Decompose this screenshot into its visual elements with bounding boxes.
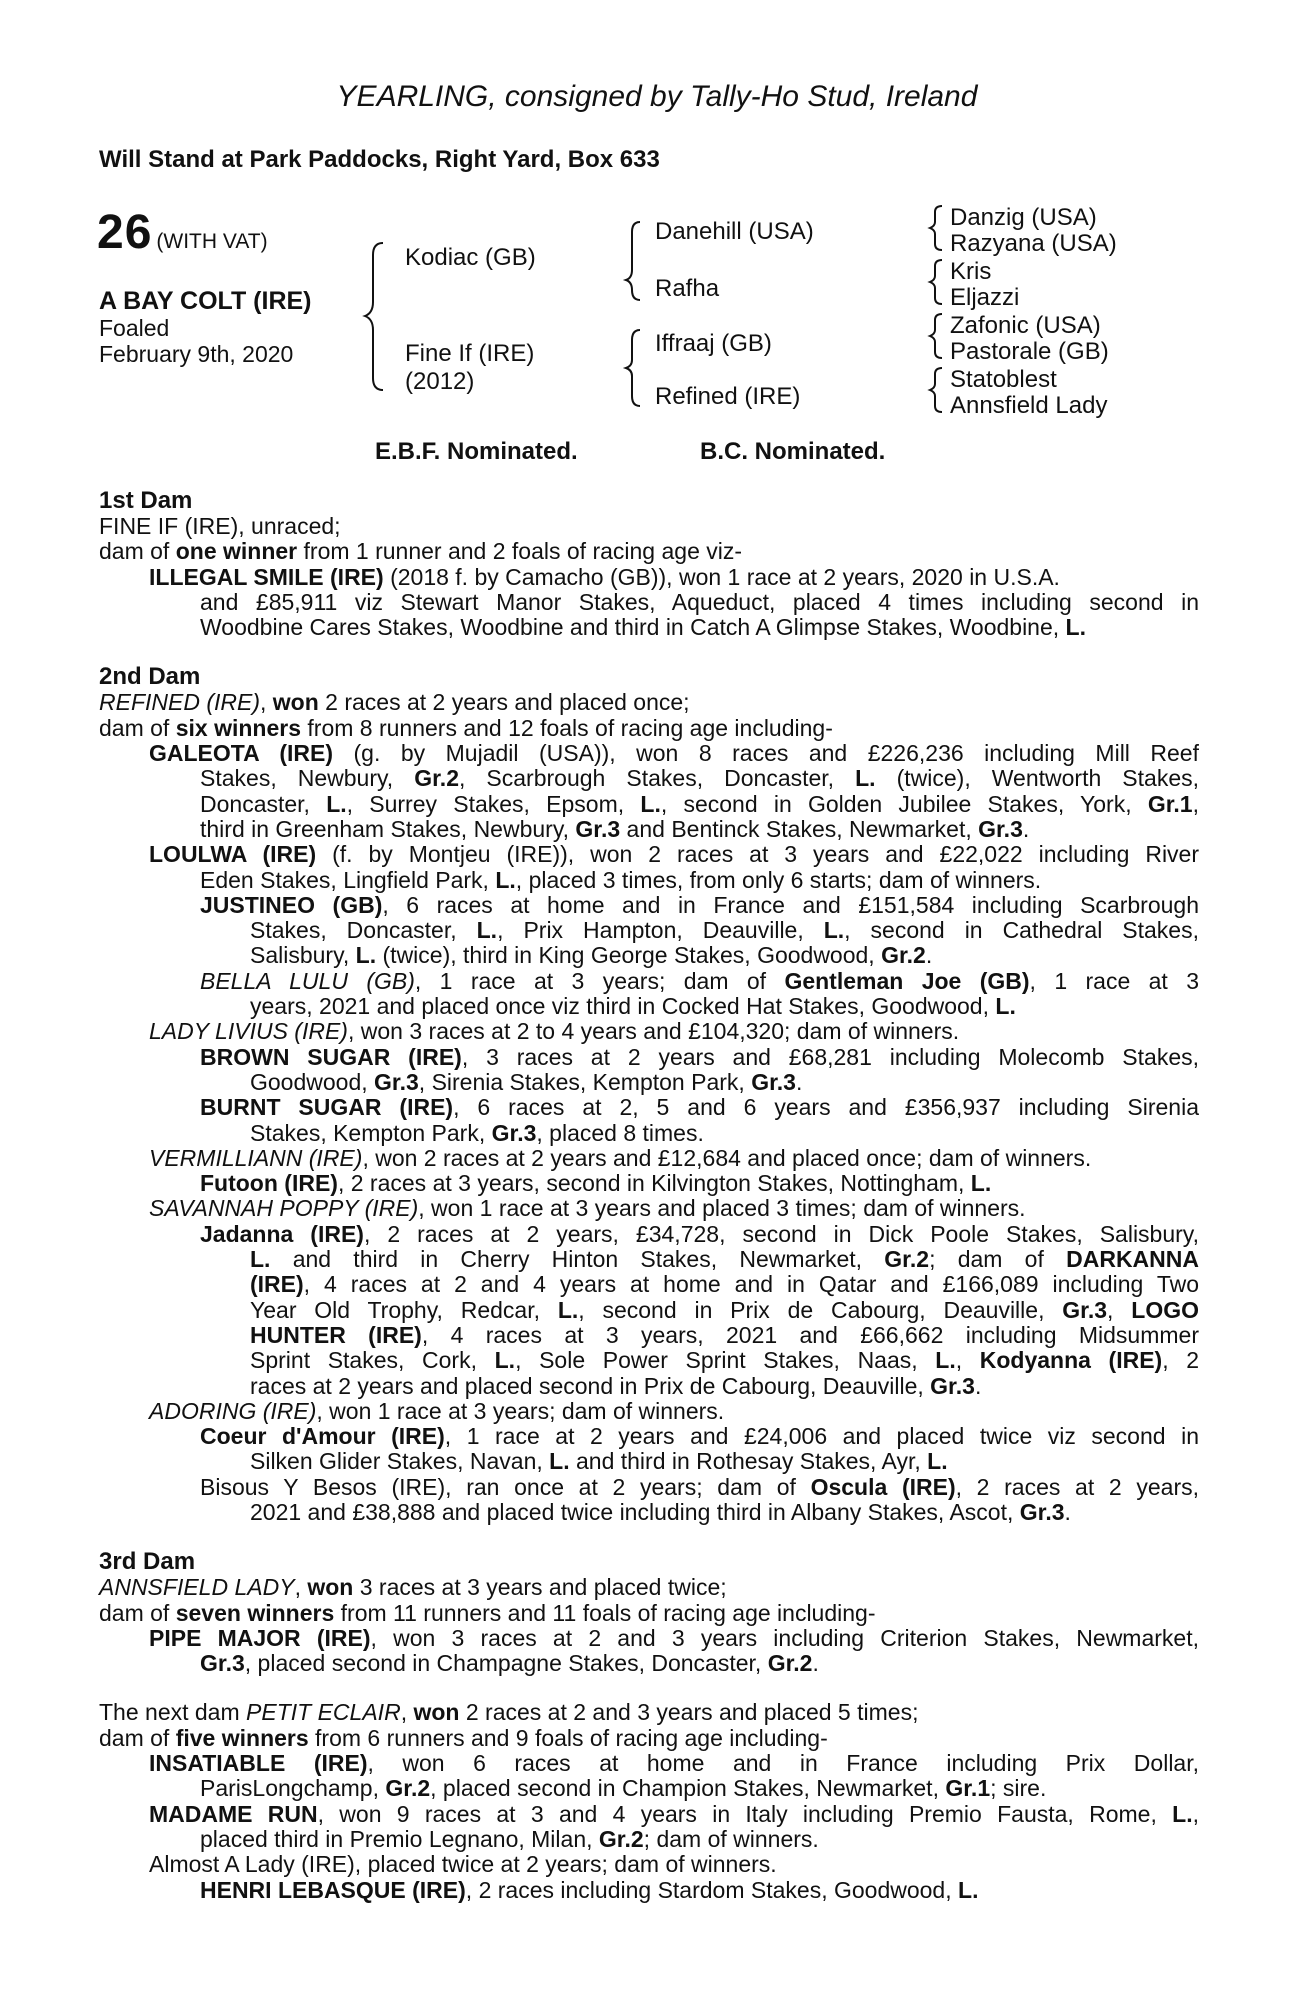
text-run: Almost A Lady (IRE), placed twice at 2 years; dam of winners. bbox=[149, 1851, 777, 1878]
bold-text: BROWN SUGAR (IRE) bbox=[200, 1044, 462, 1070]
text-line bbox=[99, 1424, 1199, 1449]
text-line bbox=[99, 716, 1199, 741]
text-run: (twice), third in King George Stakes, Goodwood, bbox=[376, 942, 882, 969]
bold-text: L. bbox=[476, 918, 498, 944]
italic-text: ADORING (IRE) bbox=[149, 1397, 317, 1424]
text-line bbox=[99, 1348, 1199, 1373]
bold-text: Gr.3 bbox=[200, 1650, 245, 1677]
bold-text: HENRI LEBASQUE (IRE) bbox=[200, 1876, 466, 1903]
bold-text: L. bbox=[927, 1448, 948, 1475]
text-run: from 6 runners and 9 foals of racing age including- bbox=[308, 1724, 828, 1751]
text-run: Silken Glider Stakes, Navan, bbox=[250, 1448, 550, 1475]
text-line bbox=[99, 1700, 1199, 1725]
text-run: Stakes, Newbury, bbox=[200, 766, 415, 792]
bold-text: DARKANNA bbox=[1066, 1247, 1199, 1273]
text-line bbox=[99, 1298, 1199, 1323]
section-gap bbox=[99, 1525, 1199, 1549]
text-run: 2 races at 2 and 3 years and placed 5 times; bbox=[459, 1699, 919, 1726]
bold-text: Gr.2 bbox=[881, 942, 926, 969]
text-line bbox=[99, 565, 1199, 590]
text-line bbox=[99, 1272, 1199, 1297]
text-run: , bbox=[1192, 791, 1199, 817]
text-run: from 8 runners and 12 foals of racing age including- bbox=[301, 714, 833, 741]
text-run: , second in Prix de Cabourg, Deauville, bbox=[578, 1297, 1063, 1323]
bold-text: Gr.2 bbox=[598, 1825, 644, 1852]
text-run: , bbox=[260, 689, 273, 716]
bold-text: Gr.3 bbox=[751, 1068, 796, 1095]
granddam-3: Pastorale (GB) bbox=[950, 338, 1109, 365]
text-run: dam of bbox=[99, 538, 176, 565]
text-run: third in Greenham Stakes, Newbury, bbox=[200, 815, 576, 842]
text-line bbox=[99, 1323, 1199, 1348]
text-line bbox=[99, 1095, 1199, 1120]
text-run: , bbox=[400, 1699, 414, 1726]
text-line bbox=[99, 1626, 1199, 1651]
text-line bbox=[99, 1374, 1199, 1399]
text-run: dam of bbox=[99, 1599, 176, 1626]
dam-section bbox=[99, 1549, 1199, 1676]
text-run: , 4 races at 3 years, 2021 and £66,662 including Midsummer bbox=[421, 1322, 1199, 1348]
section-title: 1st Dam bbox=[99, 487, 193, 514]
text-line bbox=[99, 1475, 1199, 1500]
stand-location: Will Stand at Park Paddocks, Right Yard, Box 633 bbox=[99, 146, 660, 173]
text-run: , 1 race at 3 bbox=[1029, 968, 1199, 994]
text-run: , 3 races at 2 years and £68,281 including Molecomb Stakes, bbox=[461, 1044, 1199, 1070]
granddam-4: Annsfield Lady bbox=[950, 392, 1108, 419]
bold-text: L. bbox=[557, 1297, 579, 1323]
text-line bbox=[99, 943, 1199, 968]
bold-text: L. bbox=[823, 918, 845, 944]
text-run: , bbox=[955, 1348, 980, 1374]
bold-text: L. bbox=[640, 791, 661, 817]
bold-text: Gr.3 bbox=[575, 815, 621, 842]
text-line bbox=[99, 893, 1199, 918]
text-line bbox=[99, 1121, 1199, 1146]
bold-text: one winner bbox=[175, 538, 298, 565]
bold-text: L. bbox=[970, 1170, 992, 1197]
pedigree-brace-g3 bbox=[930, 314, 942, 358]
bold-text: LOGO bbox=[1131, 1297, 1199, 1323]
bold-text: L. bbox=[494, 1348, 516, 1374]
text-run: , bbox=[294, 1574, 308, 1601]
bold-text: GALEOTA (IRE) bbox=[149, 741, 334, 767]
text-run: 2021 and £38,888 and placed twice including third in Albany Stakes, Ascot, bbox=[250, 1498, 1020, 1525]
bold-text: Coeur d'Amour (IRE) bbox=[200, 1424, 445, 1450]
bold-text: Gr.2 bbox=[767, 1650, 813, 1677]
bold-text: Futoon (IRE) bbox=[200, 1170, 338, 1197]
section-title: 3rd Dam bbox=[99, 1548, 196, 1576]
sire-dam-name: Rafha bbox=[655, 275, 720, 302]
text-run: , bbox=[1107, 1297, 1132, 1323]
text-run: ; dam of winners. bbox=[643, 1825, 819, 1852]
text-run: and third in Rothesay Stakes, Ayr, bbox=[569, 1448, 928, 1475]
text-line bbox=[99, 1776, 1199, 1801]
dam-section bbox=[99, 664, 1199, 1525]
bc-nomination: B.C. Nominated. bbox=[700, 438, 886, 465]
granddam-1: Razyana (USA) bbox=[950, 230, 1117, 257]
text-run: , placed second in Champagne Stakes, Doncaster, bbox=[244, 1650, 768, 1677]
text-run: Woodbine Cares Stakes, Woodbine and third in Catch A Glimpse Stakes, Woodbine, bbox=[200, 614, 1066, 641]
text-run: 3 races at 3 years and placed twice; bbox=[353, 1574, 727, 1601]
text-run: , 6 races at 2, 5 and 6 years and £356,937 including Sirenia bbox=[453, 1095, 1199, 1121]
text-run: , Scarbrough Stakes, Doncaster, bbox=[459, 766, 856, 792]
bold-text: L. bbox=[326, 791, 347, 817]
dam-section bbox=[99, 1700, 1199, 1902]
text-run: Bisous Y Besos (IRE), ran once at 2 years; dam of bbox=[200, 1474, 811, 1500]
text-line bbox=[99, 539, 1199, 564]
bold-text: L. bbox=[549, 1448, 570, 1475]
bold-text: L. bbox=[935, 1348, 956, 1374]
text-line bbox=[99, 1852, 1199, 1877]
text-run: Sprint Stakes, Cork, bbox=[250, 1348, 495, 1374]
bold-text: L. bbox=[355, 942, 377, 969]
bold-text: L. bbox=[1172, 1801, 1193, 1827]
text-run: , 2 races at 2 years, bbox=[955, 1474, 1199, 1500]
text-line bbox=[99, 1575, 1199, 1600]
text-line bbox=[99, 1247, 1199, 1272]
text-line bbox=[99, 1449, 1199, 1474]
granddam-2: Eljazzi bbox=[950, 284, 1020, 311]
text-run: Stakes, Doncaster, bbox=[250, 918, 477, 944]
text-run: from 11 runners and 11 foals of racing age including- bbox=[334, 1599, 876, 1626]
text-run: , 1 race at 2 years and £24,006 and placed twice viz second in bbox=[444, 1424, 1199, 1450]
bold-text: L. bbox=[495, 866, 516, 893]
text-run: and £85,911 viz Stewart Manor Stakes, Aqueduct, placed 4 times including second in bbox=[200, 589, 1199, 615]
text-line bbox=[99, 1751, 1199, 1776]
text-run: , placed second in Champion Stakes, Newmarket, bbox=[430, 1775, 946, 1802]
bold-text: (IRE) bbox=[250, 1272, 304, 1298]
text-run: , won 6 races at home and in France including Prix Dollar, bbox=[367, 1751, 1199, 1777]
text-line bbox=[99, 1651, 1199, 1676]
text-run: , won 3 races at 2 and 3 years including Criterion Stakes, Newmarket, bbox=[370, 1625, 1199, 1651]
text-run: (g. by Mujadil (USA)), won 8 races and £226,236 including Mill Reef bbox=[333, 741, 1199, 767]
grandsire-1: Danzig (USA) bbox=[950, 204, 1097, 231]
bold-text: L. bbox=[1065, 614, 1086, 641]
text-run: , placed 8 times. bbox=[536, 1119, 704, 1146]
bold-text: L. bbox=[250, 1247, 271, 1273]
bold-text: Gr.3 bbox=[1062, 1297, 1108, 1323]
text-run: , Sirenia Stakes, Kempton Park, bbox=[418, 1068, 752, 1095]
text-run: , placed 3 times, from only 6 starts; dam of winners. bbox=[515, 866, 1042, 893]
text-run: , 2 races including Stardom Stakes, Goodwood, bbox=[465, 1876, 959, 1903]
bold-text: Gr.2 bbox=[414, 766, 459, 792]
bold-text: MADAME RUN bbox=[149, 1801, 318, 1827]
italic-text: BELLA LULU (GB) bbox=[200, 968, 415, 994]
bold-text: L. bbox=[958, 1876, 979, 1903]
bold-text: HUNTER (IRE) bbox=[250, 1322, 422, 1348]
bold-text: Gr.1 bbox=[1147, 791, 1193, 817]
section-title: 2nd Dam bbox=[99, 663, 201, 691]
text-run: ; dam of bbox=[929, 1247, 1067, 1273]
bold-text: Gr.2 bbox=[385, 1775, 431, 1802]
text-line bbox=[99, 766, 1199, 791]
text-run: Year Old Trophy, Redcar, bbox=[250, 1297, 558, 1323]
pedigree-brace-sire bbox=[626, 222, 640, 300]
text-run: Goodwood, bbox=[250, 1068, 375, 1095]
text-line bbox=[99, 868, 1199, 893]
text-line bbox=[99, 1222, 1199, 1247]
text-run: , bbox=[1192, 1801, 1199, 1827]
text-run: . bbox=[795, 1068, 803, 1095]
text-line bbox=[99, 514, 1199, 539]
text-run: , 2 bbox=[1162, 1348, 1199, 1374]
bold-text: won bbox=[307, 1574, 354, 1601]
text-line bbox=[99, 741, 1199, 766]
bold-text: PIPE MAJOR (IRE) bbox=[149, 1625, 371, 1651]
text-run: , 1 race at 3 years; dam of bbox=[414, 968, 785, 994]
text-line bbox=[99, 969, 1199, 994]
bold-text: seven winners bbox=[175, 1599, 335, 1626]
text-run: Doncaster, bbox=[200, 791, 327, 817]
text-line bbox=[99, 1019, 1199, 1044]
text-line bbox=[99, 842, 1199, 867]
text-run: and third in Cherry Hinton Stakes, Newmarket, bbox=[270, 1247, 885, 1273]
italic-text: VERMILLIANN (IRE) bbox=[149, 1144, 363, 1171]
bold-text: Gr.2 bbox=[884, 1247, 930, 1273]
text-line bbox=[99, 1500, 1199, 1525]
italic-text: LADY LIVIUS (IRE) bbox=[149, 1018, 348, 1045]
italic-text: ANNSFIELD LADY bbox=[99, 1574, 295, 1601]
page-title: YEARLING, consigned by Tally-Ho Stud, Ireland bbox=[336, 80, 978, 113]
lot-number: 26 bbox=[97, 206, 153, 259]
bold-text: Jadanna (IRE) bbox=[200, 1221, 364, 1247]
dam-year: (2012) bbox=[405, 368, 475, 395]
catalogue-body bbox=[99, 488, 1199, 1903]
text-line bbox=[99, 1827, 1199, 1852]
text-run: Salisbury, bbox=[250, 942, 356, 969]
text-run: , second in Golden Jubilee Stakes, York, bbox=[660, 791, 1148, 817]
bold-text: INSATIABLE (IRE) bbox=[149, 1751, 368, 1777]
vat-note: (WITH VAT) bbox=[156, 230, 268, 253]
foaled-label: Foaled bbox=[99, 315, 170, 341]
text-run: . bbox=[1022, 815, 1030, 842]
text-line bbox=[99, 1070, 1199, 1095]
grandsire-3: Zafonic (USA) bbox=[950, 312, 1101, 339]
pedigree-brace-g1 bbox=[930, 206, 942, 250]
text-line bbox=[99, 615, 1199, 640]
text-run: , Surrey Stakes, Epsom, bbox=[346, 791, 641, 817]
text-run: . bbox=[812, 1650, 819, 1677]
text-run: , Sole Power Sprint Stakes, Naas, bbox=[515, 1348, 936, 1374]
text-run: . bbox=[925, 942, 933, 969]
pedigree-brace-main bbox=[365, 243, 383, 390]
italic-text: SAVANNAH POPPY (IRE) bbox=[149, 1195, 419, 1222]
bold-text: won bbox=[413, 1699, 460, 1726]
italic-text: PETIT ECLAIR bbox=[246, 1699, 401, 1726]
bold-text: six winners bbox=[175, 714, 301, 741]
text-line bbox=[99, 1196, 1199, 1221]
text-line bbox=[99, 817, 1199, 842]
text-run: , second in Cathedral Stakes, bbox=[844, 918, 1199, 944]
text-run: , won 9 races at 3 and 4 years in Italy including Premio Fausta, Rome, bbox=[317, 1801, 1173, 1827]
text-line bbox=[99, 1726, 1199, 1751]
text-run: , won 2 races at 2 years and £12,684 and placed once; dam of winners. bbox=[362, 1144, 1092, 1171]
pedigree-brace-g4 bbox=[930, 368, 942, 412]
text-run: , 2 races at 3 years, second in Kilvington Stakes, Nottingham, bbox=[337, 1170, 971, 1197]
text-line bbox=[99, 1802, 1199, 1827]
text-line bbox=[99, 918, 1199, 943]
bold-text: L. bbox=[995, 993, 1016, 1020]
text-line bbox=[99, 1045, 1199, 1070]
text-run: , 6 races at home and in France and £151,584 including Scarbrough bbox=[382, 892, 1199, 918]
bold-text: Kodyanna (IRE) bbox=[979, 1348, 1163, 1374]
text-run: . bbox=[974, 1372, 982, 1399]
italic-text: REFINED (IRE) bbox=[99, 689, 260, 716]
pedigree-brace-g2 bbox=[930, 260, 942, 304]
text-run: , 2 races at 2 years, £34,728, second in Dick Poole Stakes, Salisbury, bbox=[363, 1221, 1199, 1247]
dam-name: Fine If (IRE) bbox=[405, 340, 535, 367]
text-line bbox=[99, 690, 1199, 715]
text-run: , Prix Hampton, Deauville, bbox=[497, 918, 824, 944]
text-line bbox=[99, 1399, 1199, 1424]
bold-text: Oscula (IRE) bbox=[810, 1474, 956, 1500]
pedigree-brace-dam bbox=[626, 330, 640, 406]
bold-text: LOULWA (IRE) bbox=[149, 842, 317, 868]
text-line bbox=[99, 792, 1199, 817]
text-run: (2018 f. by Camacho (GB)), won 1 race at 2 years, 2020 in U.S.A. bbox=[383, 563, 1060, 590]
text-line bbox=[99, 1878, 1199, 1903]
bold-text: Gr.1 bbox=[945, 1775, 991, 1802]
bold-text: Gr.3 bbox=[374, 1068, 419, 1095]
dam-sire-name: Iffraaj (GB) bbox=[655, 330, 772, 357]
foaled-date: February 9th, 2020 bbox=[99, 341, 294, 367]
text-run: 2 races at 2 years and placed once; bbox=[318, 689, 690, 716]
dam-dam-name: Refined (IRE) bbox=[655, 383, 801, 410]
sire-name: Kodiac (GB) bbox=[405, 244, 536, 271]
bold-text: Gr.3 bbox=[491, 1119, 537, 1146]
text-run: (twice), Wentworth Stakes, bbox=[875, 766, 1199, 792]
text-run: dam of bbox=[99, 714, 176, 741]
text-line bbox=[99, 1171, 1199, 1196]
text-run: . bbox=[1064, 1498, 1071, 1525]
dam-section bbox=[99, 488, 1199, 640]
text-run: , won 1 race at 3 years; dam of winners. bbox=[316, 1397, 725, 1424]
grandsire-4: Statoblest bbox=[950, 366, 1057, 393]
text-line bbox=[99, 1146, 1199, 1171]
text-run: and Bentinck Stakes, Newmarket, bbox=[620, 815, 979, 842]
bold-text: ILLEGAL SMILE (IRE) bbox=[149, 563, 384, 590]
bold-text: won bbox=[272, 689, 319, 716]
text-line bbox=[99, 1601, 1199, 1626]
text-run: ParisLongchamp, bbox=[200, 1775, 386, 1802]
text-run: , won 1 race at 3 years and placed 3 times; dam of winners. bbox=[418, 1195, 1026, 1222]
text-run: (f. by Montjeu (IRE)), won 2 races at 3 years and £22,022 including River bbox=[316, 842, 1199, 868]
bold-text: L. bbox=[855, 766, 876, 792]
bold-text: JUSTINEO (GB) bbox=[200, 892, 383, 918]
text-run: races at 2 years and placed second in Prix de Cabourg, Deauville, bbox=[250, 1372, 931, 1399]
text-run: from 1 runner and 2 foals of racing age viz- bbox=[297, 538, 743, 565]
text-run: years, 2021 and placed once viz third in Cocked Hat Stakes, Goodwood, bbox=[250, 993, 996, 1020]
text-run: Eden Stakes, Lingfield Park, bbox=[200, 866, 496, 893]
section-gap bbox=[99, 1676, 1199, 1700]
text-run: , 4 races at 2 and 4 years at home and in Qatar and £166,089 including Two bbox=[303, 1272, 1199, 1298]
bold-text: Gentleman Joe (GB) bbox=[784, 968, 1030, 994]
text-run: placed third in Premio Legnano, Milan, bbox=[200, 1825, 599, 1852]
sire-sire-name: Danehill (USA) bbox=[655, 218, 814, 245]
text-run: The next dam bbox=[99, 1699, 247, 1726]
ebf-nomination: E.B.F. Nominated. bbox=[375, 438, 578, 465]
text-run: dam of bbox=[99, 1724, 176, 1751]
section-gap bbox=[99, 640, 1199, 664]
bold-text: Gr.3 bbox=[1019, 1498, 1065, 1525]
text-run: Stakes, Kempton Park, bbox=[250, 1119, 492, 1146]
text-line bbox=[99, 994, 1199, 1019]
bold-text: Gr.3 bbox=[978, 815, 1023, 842]
grandsire-2: Kris bbox=[950, 258, 992, 285]
text-run: ; sire. bbox=[990, 1775, 1047, 1802]
bold-text: five winners bbox=[175, 1724, 309, 1751]
text-line bbox=[99, 590, 1199, 615]
lot-description: A BAY COLT (IRE) bbox=[99, 287, 312, 315]
bold-text: BURNT SUGAR (IRE) bbox=[200, 1095, 454, 1121]
text-run: FINE IF (IRE), unraced; bbox=[99, 513, 341, 539]
text-run: , won 3 races at 2 to 4 years and £104,320; dam of winners. bbox=[347, 1018, 960, 1045]
bold-text: Gr.3 bbox=[930, 1372, 975, 1399]
